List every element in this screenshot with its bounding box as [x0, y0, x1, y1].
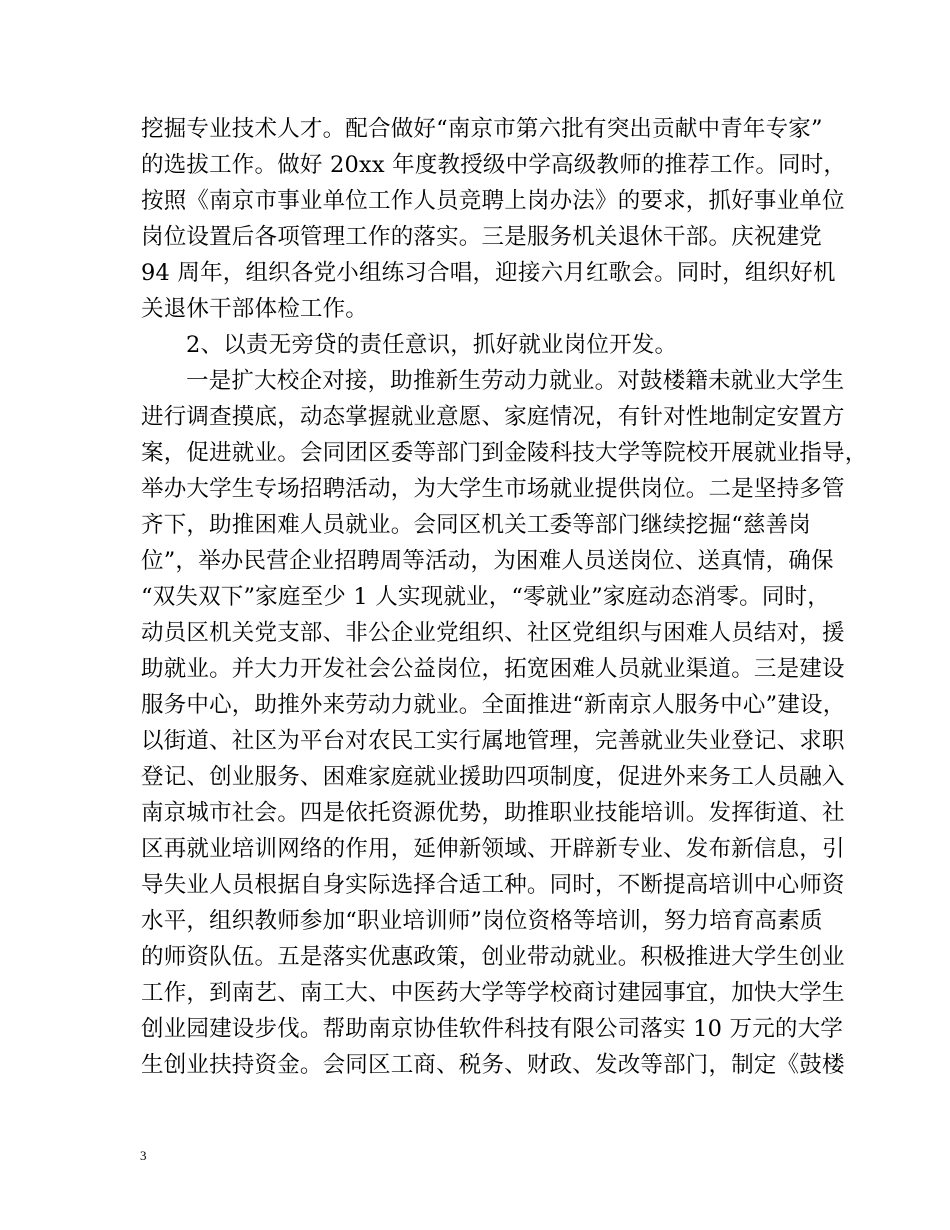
paragraph-line: 南京城市社会。四是依托资源优势，助推职业技能培训。发挥街道、社 — [141, 800, 845, 826]
paragraph-line: 进行调查摸底，动态掌握就业意愿、家庭情况，有针对性地制定安置方 — [141, 404, 845, 430]
paragraph-line: 导失业人员根据自身实际选择合适工种。同时，不断提高培训中心师资 — [141, 872, 845, 898]
paragraph-line: 94 周年，组织各党小组练习合唱，迎接六月红歌会。同时，组织好机 — [141, 260, 836, 286]
page-number: 3 — [140, 1148, 147, 1163]
paragraph-line: 的选拔工作。做好 20xx 年度教授级中学高级教师的推荐工作。同时， — [141, 152, 847, 178]
paragraph-line: 创业园建设步伐。帮助南京协佳软件科技有限公司落实 10 万元的大学 — [141, 1016, 844, 1042]
paragraph-line: 以街道、社区为平台对农民工实行属地管理，完善就业失业登记、求职 — [141, 728, 845, 754]
paragraph-line: 按照《南京市事业单位工作人员竞聘上岗办法》的要求，抓好事业单位 — [141, 188, 845, 214]
paragraph-line: 助就业。并大力开发社会公益岗位，拓宽困难人员就业渠道。三是建设 — [141, 656, 845, 682]
paragraph-line: 岗位设置后各项管理工作的落实。三是服务机关退休干部。庆祝建党 — [141, 224, 823, 250]
paragraph-line: 举办大学生专场招聘活动，为大学生市场就业提供岗位。二是坚持多管 — [141, 476, 845, 502]
paragraph-line: 工作，到南艺、南工大、中医药大学等学校商讨建园事宜，加快大学生 — [141, 980, 845, 1006]
paragraph-line: 水平，组织教师参加“职业培训师”岗位资格等培训，努力培育高素质 — [141, 908, 823, 934]
paragraph-line: 位”，举办民营企业招聘周等活动，为困难人员送岗位、送真情，确保 — [141, 548, 834, 574]
paragraph-line: 挖掘专业技术人才。配合做好“南京市第六批有突出贡献中青年专家” — [141, 116, 823, 142]
paragraph-line: 案，促进就业。会同团区委等部门到金陵科技大学等院校开展就业指导， — [141, 440, 868, 466]
paragraph-line: 齐下，助推困难人员就业。会同区机关工委等部门继续挖掘“慈善岗 — [141, 512, 812, 538]
paragraph-line: “双失双下”家庭至少 1 人实现就业，“零就业”家庭动态消零。同时， — [141, 584, 830, 610]
paragraph-line: 区再就业培训网络的作用，延伸新领域、开辟新专业、发布新信息，引 — [141, 836, 845, 862]
paragraph-line: 动员区机关党支部、非公企业党组织、社区党组织与困难人员结对，援 — [141, 620, 845, 646]
paragraph-line: 关退休干部体检工作。 — [141, 296, 369, 322]
section-heading: 2、以责无旁贷的责任意识，抓好就业岗位开发。 — [186, 332, 678, 358]
paragraph-line: 一是扩大校企对接，助推新生劳动力就业。对鼓楼籍未就业大学生 — [186, 368, 845, 394]
paragraph-line: 登记、创业服务、困难家庭就业援助四项制度，促进外来务工人员融入 — [141, 764, 845, 790]
paragraph-line: 服务中心，助推外来劳动力就业。全面推进“新南京人服务中心”建设， — [141, 692, 846, 718]
paragraph-line: 生创业扶持资金。会同区工商、税务、财政、发改等部门，制定《鼓楼 — [141, 1052, 845, 1078]
paragraph-line: 的师资队伍。五是落实优惠政策，创业带动就业。积极推进大学生创业 — [141, 944, 845, 970]
